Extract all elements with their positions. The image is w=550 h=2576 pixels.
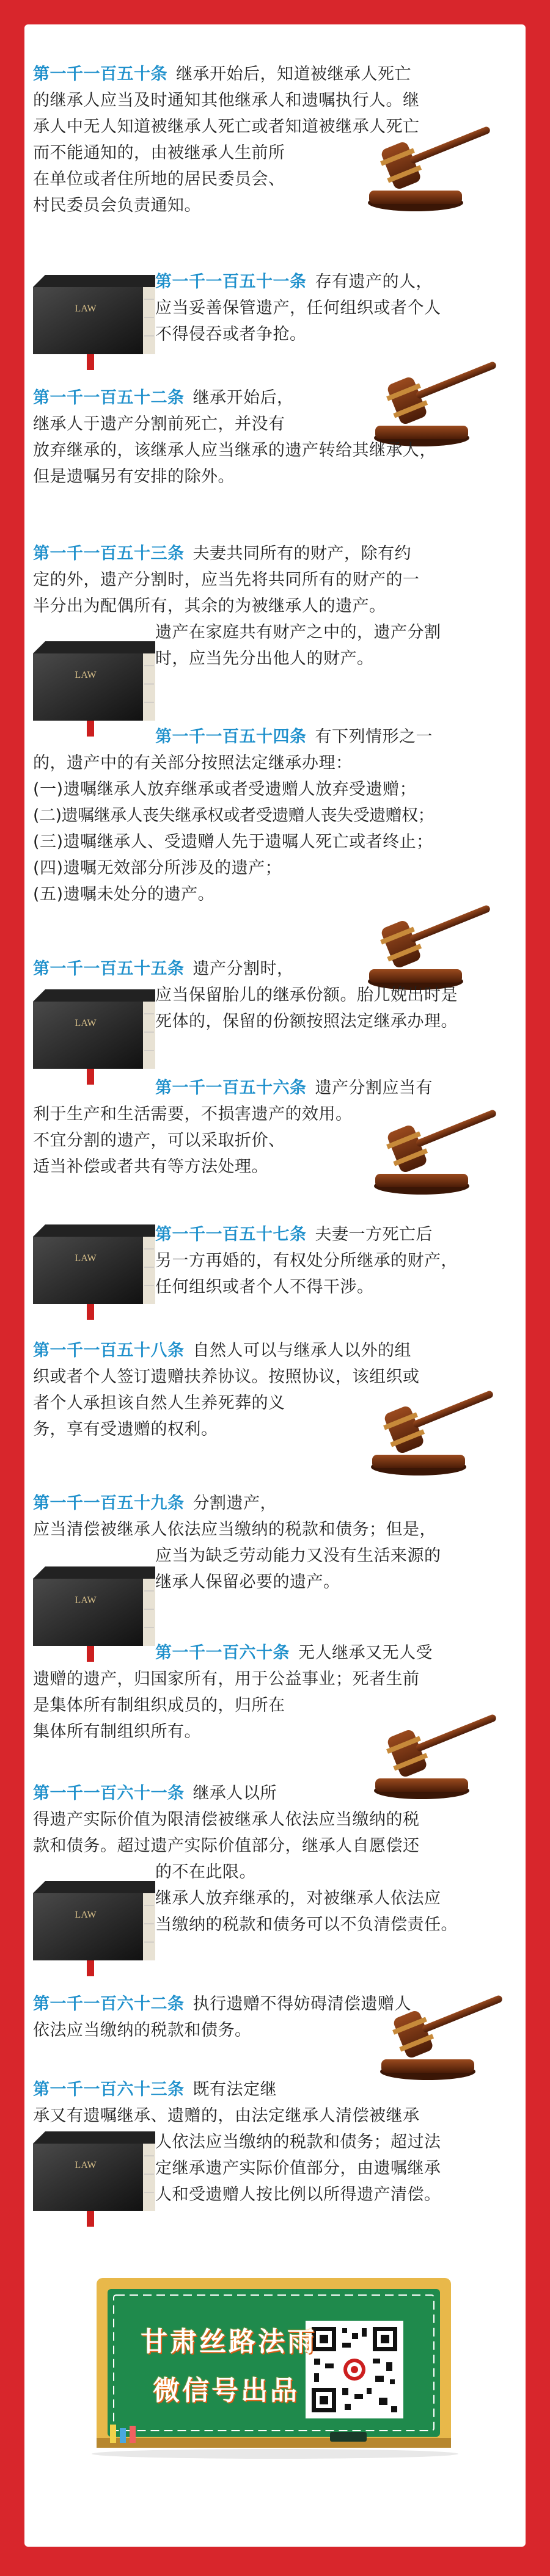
- article-line: 时，应当先分出他人的财产。: [155, 649, 374, 668]
- article-line: 继承开始后，知道被继承人死亡: [176, 65, 411, 84]
- article-line: 得遗产实际价值为限清偿被继承人依法应当缴纳的税: [33, 1810, 420, 1829]
- footer-subtitle: 微信号出品: [153, 2375, 299, 2406]
- content-panel: [24, 24, 526, 2547]
- article-title: 第一千一百五十六条: [155, 1079, 307, 1097]
- article-line: 定继承遗产实际价值部分，由遗嘱继承: [155, 2159, 441, 2178]
- article-line: 应当清偿被继承人依法应当缴纳的税款和债务；但是，: [33, 1520, 436, 1539]
- article-line: 的，遗产中的有关部分按照法定继承办理：: [33, 754, 353, 773]
- article-line: 是集体所有制组织成员的，归所在: [33, 1696, 285, 1715]
- article-line: 人依法应当缴纳的税款和债务；超过法: [155, 2133, 441, 2152]
- article-1155: [33, 956, 522, 1035]
- article-line: 遗产在家庭共有财产之中的，遗产分割: [155, 623, 441, 642]
- article-line: (四)遗嘱无效部分所涉及的遗产；: [33, 859, 282, 878]
- article-line: 者个人承担该自然人生养死葬的义: [33, 1394, 285, 1413]
- article-line: (五)遗嘱未处分的遗产。: [33, 885, 215, 904]
- qr-code: [306, 2321, 403, 2418]
- article-1157: [155, 1221, 516, 1300]
- article-line: 承又有遗嘱继承、遗赠的，由法定继承人清偿被继承: [33, 2106, 420, 2125]
- article-line: 的不在此限。: [155, 1863, 256, 1882]
- article-title: 第一千一百五十一条: [155, 272, 307, 291]
- article-line: 利于生产和生活需要，不损害遗产的效用。: [33, 1105, 353, 1124]
- article-1153: [33, 540, 522, 672]
- article-line: 集体所有制组织所有。: [33, 1722, 201, 1741]
- article-1161: [33, 1780, 522, 1938]
- article-1151: [155, 269, 516, 347]
- article-line: 放弃继承的，该继承人应当继承的遗产转给其继承人，: [33, 441, 436, 460]
- article-line: 应当妥善保管遗产，任何组织或者个人: [155, 299, 441, 318]
- article-line: 半分出为配偶所有，其余的为被继承人的遗产。: [33, 597, 386, 616]
- book-label: LAW: [75, 670, 97, 680]
- article-line: 任何组织或者个人不得干涉。: [155, 1278, 374, 1297]
- article-1156: [33, 1075, 522, 1180]
- article-title: 第一千一百五十二条: [33, 388, 185, 407]
- book-label: LAW: [75, 304, 97, 314]
- article-line: 遗赠的遗产，归国家所有，用于公益事业；死者生前: [33, 1670, 420, 1689]
- article-title: 第一千一百六十三条: [33, 2080, 185, 2099]
- article-title: 第一千一百五十九条: [33, 1494, 185, 1513]
- article-title: 第一千一百五十条: [33, 65, 167, 84]
- article-line: 存有遗产的人，: [315, 272, 433, 291]
- article-1162: [33, 1991, 522, 2043]
- article-1150: [33, 61, 522, 219]
- article-1158: [33, 1337, 522, 1443]
- article-title: 第一千一百五十五条: [33, 959, 185, 978]
- article-line: 夫妻一方死亡后: [315, 1225, 433, 1244]
- book-label: LAW: [75, 2160, 97, 2170]
- article-line: 适当补偿或者共有等方法处理。: [33, 1157, 268, 1176]
- article-line: 但是遗嘱另有安排的除外。: [33, 467, 235, 486]
- article-line: 当缴纳的税款和债务可以不负清偿责任。: [155, 1915, 458, 1934]
- article-line: 夫妻共同所有的财产，除有约: [193, 544, 411, 563]
- article-line: 而不能通知的，由被继承人生前所: [33, 144, 285, 162]
- article-line: 定的外，遗产分割时，应当先将共同所有的财产的一: [33, 570, 420, 589]
- article-title: 第一千一百五十四条: [155, 727, 307, 746]
- article-line: 款和债务。超过遗产实际价值部分，继承人自愿偿还: [33, 1836, 420, 1855]
- article-1159: [33, 1490, 522, 1595]
- article-1152: [33, 385, 522, 490]
- article-line: 在单位或者住所地的居民委员会、: [33, 170, 285, 189]
- article-line: 的继承人应当及时通知其他继承人和遗嘱执行人。继: [33, 91, 420, 110]
- article-title: 第一千一百五十八条: [33, 1341, 185, 1360]
- article-line: 继承人于遗产分割前死亡，并没有: [33, 415, 285, 434]
- book-label: LAW: [75, 1910, 97, 1920]
- article-line: 应当为缺乏劳动能力又没有生活来源的: [155, 1546, 441, 1565]
- article-line: 继承人以所: [193, 1784, 277, 1803]
- article-line: 另一方再婚的，有权处分所继承的财产，: [155, 1251, 458, 1270]
- article-line: 分割遗产，: [193, 1494, 277, 1513]
- book-icon: [33, 1224, 155, 1320]
- article-title: 第一千一百六十二条: [33, 1995, 185, 2014]
- article-line: 自然人可以与继承人以外的组: [193, 1341, 411, 1360]
- article-line: 村民委员会负责通知。: [33, 196, 201, 215]
- article-line: 务，享有受遗赠的权利。: [33, 1420, 218, 1439]
- article-line: 遗产分割时，: [193, 959, 294, 978]
- article-line: 依法应当缴纳的税款和债务。: [33, 2021, 252, 2040]
- article-1163: [33, 2076, 522, 2208]
- article-title: 第一千一百六十条: [155, 1643, 290, 1662]
- article-title: 第一千一百六十一条: [33, 1784, 185, 1803]
- article-line: 死体的，保留的份额按照法定继承办理。: [155, 1012, 458, 1031]
- article-line: 无人继承又无人受: [298, 1643, 433, 1662]
- book-label: LAW: [75, 1018, 97, 1028]
- article-line: 继承人保留必要的遗产。: [155, 1573, 340, 1592]
- book-icon: [33, 275, 155, 370]
- article-line: 既有法定继: [193, 2080, 277, 2099]
- book-label: LAW: [75, 1253, 97, 1264]
- article-line: 执行遗赠不得妨碍清偿遗赠人: [193, 1995, 411, 2014]
- article-line: 织或者个人签订遗赠扶养协议。按照协议，该组织或: [33, 1367, 420, 1386]
- book-label: LAW: [75, 1595, 97, 1606]
- article-1154: [33, 724, 522, 908]
- article-line: 继承人放弃继承的，对被继承人依法应: [155, 1889, 441, 1908]
- article-line: 承人中无人知道被继承人死亡或者知道被继承人死亡: [33, 117, 420, 136]
- article-line: (三)遗嘱继承人、受遗赠人先于遗嘱人死亡或者终止；: [33, 832, 433, 851]
- article-line: 不宜分割的遗产，可以采取折价、: [33, 1131, 285, 1150]
- article-line: 有下列情形之一: [315, 727, 433, 746]
- footer-title: 甘肃丝路法雨: [141, 2326, 317, 2357]
- article-line: 遗产分割应当有: [315, 1079, 433, 1097]
- article-line: (二)遗嘱继承人丧失继承权或者受遗赠人丧失受遗赠权；: [33, 806, 435, 825]
- article-title: 第一千一百五十三条: [33, 544, 185, 563]
- article-line: (一)遗嘱继承人放弃继承或者受遗赠人放弃受遗赠；: [33, 780, 417, 799]
- article-line: 人和受遗赠人按比例以所得遗产清偿。: [155, 2185, 441, 2204]
- article-line: 应当保留胎儿的继承份额。胎儿娩出时是: [155, 986, 458, 1005]
- article-line: 继承开始后，: [193, 388, 294, 407]
- article-line: 不得侵吞或者争抢。: [155, 325, 307, 344]
- article-title: 第一千一百五十七条: [155, 1225, 307, 1244]
- article-1160: [33, 1640, 522, 1745]
